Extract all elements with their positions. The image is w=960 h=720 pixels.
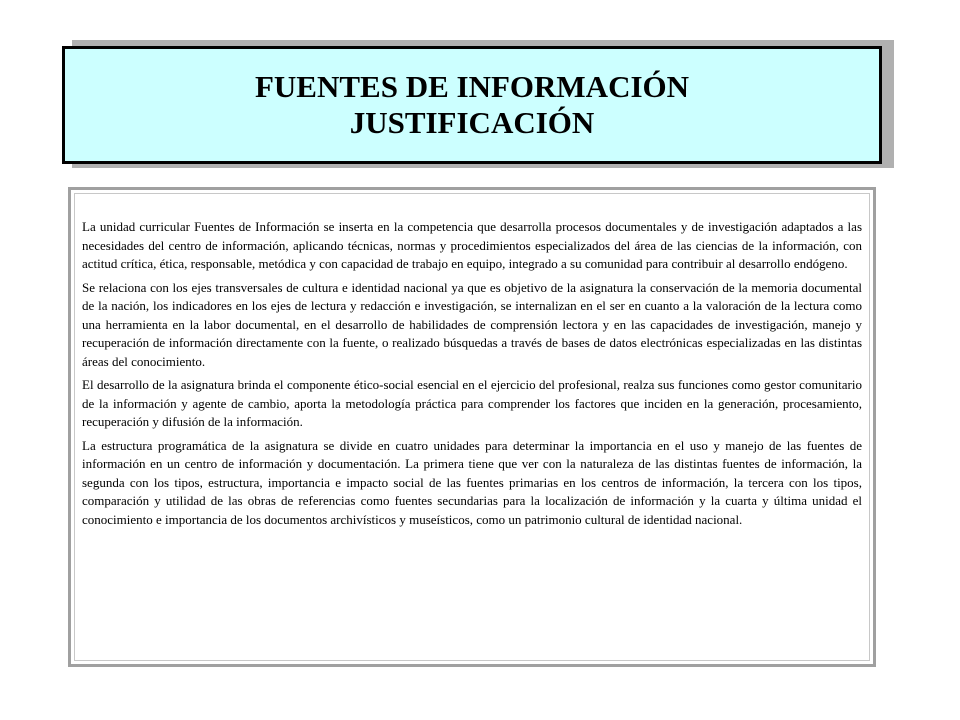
paragraph-2: Se relaciona con los ejes transversales de cultura e identidad nacional ya que es objetivo de la asignatura la conservación de la memoria documental de la nación, los indicadores en los ejes de lectura y redacción e investigación, se internalizan en el ser en cuanto a la valoración de la lectura como una herramienta en la labor documental, en el desarrollo de habilidades de comprensión lectora y en las capacidades de investigación, manejo y recuperación de información directamente con la fuente, o realizado búsquedas a través de bases de datos electrónicas especializadas en las distintas áreas del conocimiento. bbox=[82, 279, 862, 369]
title-line-1: FUENTES DE INFORMACIÓN bbox=[254, 69, 690, 104]
title-line-2: JUSTIFICACIÓN bbox=[349, 105, 595, 140]
paragraph-4: La estructura programática de la asignatura se divide en cuatro unidades para determinar la importancia en el uso y manejo de las fuentes de información en un centro de información y documentación. La primera tiene que ver con la naturaleza de las distintas fuentes de información, la segunda con los tipos, estructura, importancia e impacto social de las fuentes primarias en los centros de información, la tercera con los tipos, comparación y utilidad de las obras de referencias como fuentes secundarias para la localización de información y la cuarta y última unidad el conocimiento e importancia de los documentos archivísticos y museísticos, como un patrimonio cultural de identidad nacional. bbox=[82, 437, 862, 527]
title-box bbox=[62, 46, 882, 164]
paragraph-1: La unidad curricular Fuentes de Información se inserta en la competencia que desarrolla procesos documentales y de investigación adaptados a las necesidades del centro de información, aplicando técnicas, normas y procedimientos especializados del área de las ciencias de la información, con actitud crítica, ética, responsable, metódica y con capacidad de trabajo en equipo, integrado a su comunidad para contribuir al desarrollo endógeno. bbox=[82, 219, 862, 271]
text-body bbox=[82, 218, 862, 534]
paragraph-3: El desarrollo de la asignatura brinda el componente ético-social esencial en el ejercicio del profesional, realza sus funciones como gestor comunitario de la información y agente de cambio, aporta la metodología práctica para comprender los factores que inciden en la generación, procesamiento, recuperación y difusión de la información. bbox=[82, 377, 862, 429]
